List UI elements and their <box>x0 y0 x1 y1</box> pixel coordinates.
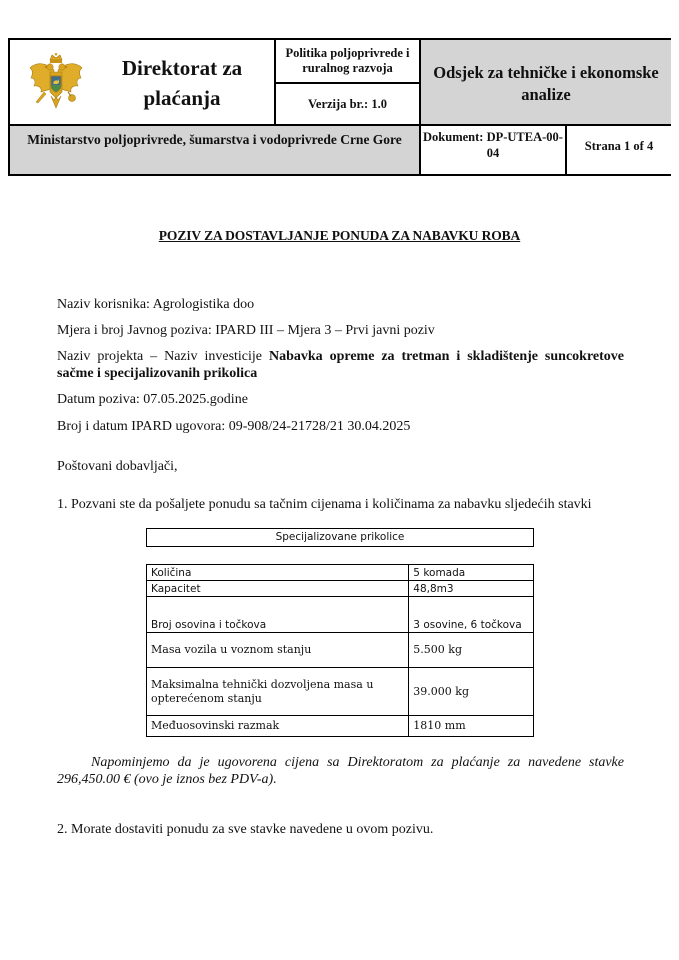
table-row <box>147 668 534 716</box>
ministry-cell: Ministarstvo poljoprivrede, šumarstva i vodoprivrede Crne Gore <box>10 124 419 174</box>
spec-label: Broj osovina i točkova <box>147 597 409 633</box>
document-header-table <box>8 38 671 176</box>
table-row <box>147 716 534 737</box>
beneficiary-field: Naziv korisnika: Agrologistika doo <box>57 297 255 312</box>
policy-cell: Politika poljoprivrede i ruralnog razvoja <box>274 40 419 82</box>
project-label: Naziv projekta – Naziv investicije <box>57 349 269 364</box>
spec-label: Maksimalna tehnički dozvoljena masa u opterećenom stanju <box>147 668 409 716</box>
table-row <box>147 565 534 581</box>
date-field: Datum poziva: 07.05.2025.godine <box>57 392 248 407</box>
greeting: Poštovani dobavljači, <box>57 459 178 474</box>
version-cell: Verzija br.: 1.0 <box>274 82 419 124</box>
spec-table <box>146 564 534 737</box>
item-2-text: 2. Morate dostaviti ponudu za sve stavke navedene u ovom pozivu. <box>57 822 434 837</box>
page-number-cell: Strana 1 of 4 <box>565 124 671 174</box>
spec-value: 3 osovine, 6 točkova <box>409 597 534 633</box>
department-cell: Odsjek za tehničke i ekonomske analize <box>419 40 671 124</box>
measure-field: Mjera i broj Javnog poziva: IPARD III – Mjera 3 – Prvi javni poziv <box>57 323 435 338</box>
coat-of-arms-montenegro-icon <box>24 52 88 116</box>
table-row <box>147 581 534 597</box>
spec-label: Međuosovinski razmak <box>147 716 409 737</box>
spec-value: 5 komada <box>409 565 534 581</box>
table-row <box>147 633 534 668</box>
spec-value: 1810 mm <box>409 716 534 737</box>
document-number-cell: Dokument: DP-UTEA-00-04 <box>419 124 565 174</box>
spec-label: Količina <box>147 565 409 581</box>
table-row <box>147 597 534 633</box>
organization-name: Direktorat za plaćanja <box>121 56 243 110</box>
spec-value: 5.500 kg <box>409 633 534 668</box>
price-note: Napominjemo da je ugovorena cijena sa Direktoratom za plaćanje za navedene stavke 296,450.00 € (ovo je iznos bez PDV-a). <box>57 755 624 787</box>
document-title: POZIV ZA DOSTAVLJANJE PONUDA ZA NABAVKU ROBA <box>158 228 521 243</box>
item-1-text: 1. Pozvani ste da pošaljete ponudu sa tačnim cijenama i količinama za nabavku sljedećih stavki <box>57 497 592 512</box>
project-name: Nabavka opreme za tretman i skladištenje suncokretove sačme i specijalizovanih prikolica <box>57 349 624 381</box>
spec-label: Kapacitet <box>147 581 409 597</box>
spec-value: 39.000 kg <box>409 668 534 716</box>
project-field <box>57 348 624 382</box>
spec-value: 48,8m3 <box>409 581 534 597</box>
logo-cell <box>10 40 272 124</box>
spec-table-title: Specijalizovane prikolice <box>146 528 534 547</box>
spec-label: Masa vozila u voznom stanju <box>147 633 409 668</box>
contract-field: Broj i datum IPARD ugovora: 09-908/24-21728/21 30.04.2025 <box>57 419 411 434</box>
